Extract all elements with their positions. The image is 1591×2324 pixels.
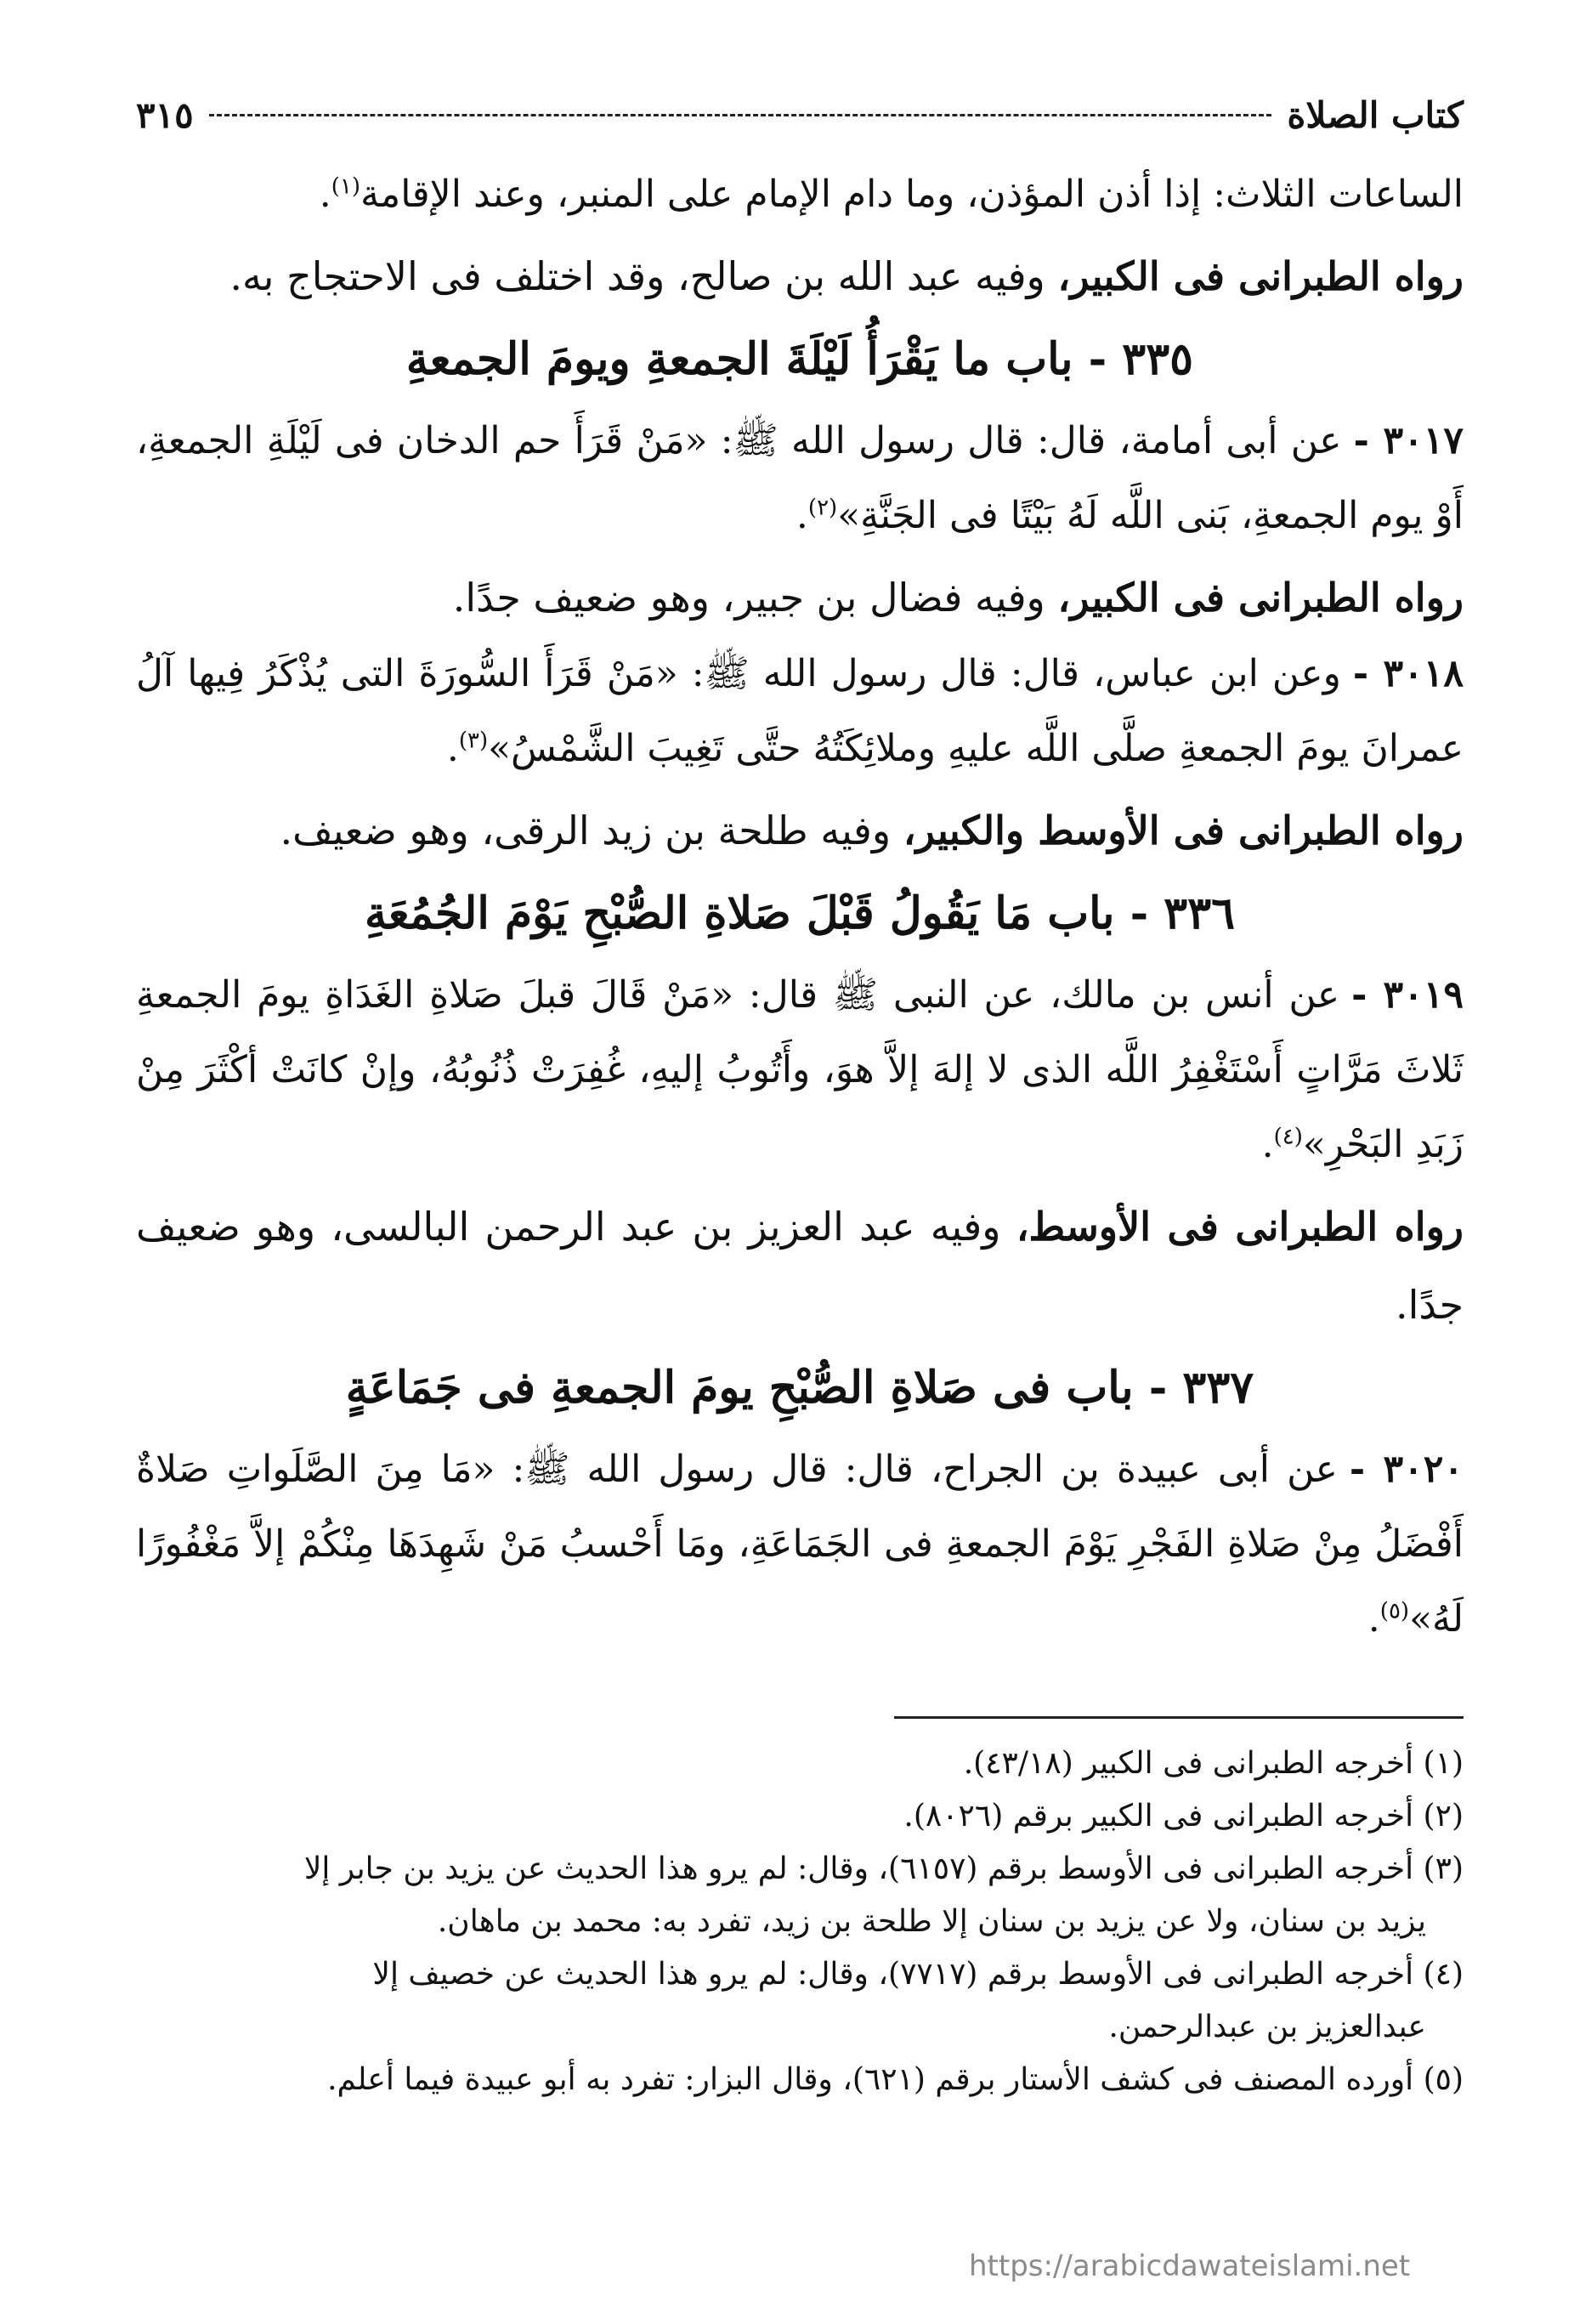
running-header <box>136 89 1464 140</box>
hadith-3019: ٣٠١٩ -عن أنس بن مالك، عن النبى ﷺ قال: «مَنْ قَالَ قبلَ صَلاةِ الغَدَاةِ يومَ الجمعةِ ثَلاثَ مَرَّاتٍ أَسْتَغْفِرُ اللَّه الذى لا إلهَ إلاَّ هوَ، وأَتُوبُ إليهِ، غُفِرَتْ ذُنُوبُهُ، وإنْ كانَتْ أكْثَرَ مِنْ زَبَدِ البَحْرِ»$^{(٤)}$. <box>136 973 1464 1166</box>
hadith-number: ٣٠١٩ - <box>1351 973 1464 1017</box>
chapter-heading-337: ٣٣٧ - باب فى صَلاةِ الصُّبْحِ يومَ الجمعةِ فى جَمَاعَةٍ <box>345 1362 1254 1414</box>
source-note-4: رواه الطبرانى فى الأوسط، وفيه عبد العزيز بن عبد الرحمن البالسى، وهو ضعيف جدًا. <box>136 1204 1464 1328</box>
source-watermark: https://arabicdawateislami.net <box>969 2249 1411 2283</box>
source-note-2: رواه الطبرانى فى الكبير، وفيه فضال بن جبير، وهو ضعيف جدًا. <box>452 575 1464 621</box>
chapter-heading-336: ٣٣٦ - باب مَا يَقُولُ قَبْلَ صَلاةِ الصُّبْحِ يَوْمَ الجُمُعَةِ <box>364 887 1236 939</box>
footnote-3: (٣) أخرجه الطبرانى فى الأوسط برقم (٦١٥٧)، وقال: لم يرو هذا الحديث عن يزيد بن جابر إلا يزيد بن سنان، ولا عن يزيد بن سنان إلا طلحة بن زيد، تفرد به: محمد بن ماهان. <box>303 1851 1464 1939</box>
hadith-number: ٣٠١٧ - <box>1353 419 1464 462</box>
page-number: ٣١٥ <box>136 94 194 136</box>
paragraph-continuation: الساعات الثلاث: إذا أذن المؤذن، وما دام الإمام على المنبر، وعند الإقامة$^{(١)}$. <box>319 173 1464 216</box>
footnote-2: (٢) أخرجه الطبرانى فى الكبير برقم (٨٠٢٦). <box>903 1799 1464 1834</box>
footnote-ref-4: (٤) <box>1273 1124 1303 1150</box>
hadith-number: ٣٠٢٠ - <box>1349 1448 1464 1491</box>
hadith-3020: ٣٠٢٠ -عن أبى عبيدة بن الجراح، قال: قال رسول الله ﷺ: «مَا مِنَ الصَّلَواتِ صَلاةٌ أَفْضَلُ مِنْ صَلاةِ الفَجْرِ يَوْمَ الجمعةِ فى الجَمَاعَةِ، ومَا أَحْسبُ مَنْ شَهِدَهَا مِنْكُمْ إلاَّ مَغْفُورًا لَهُ»$^{(٥)}$. <box>136 1448 1464 1641</box>
footnote-ref-3: (٣) <box>458 728 489 754</box>
footnote-1: (١) أخرجه الطبرانى فى الكبير (٤٣/١٨). <box>963 1746 1464 1781</box>
hadith-number: ٣٠١٨ - <box>1352 652 1464 695</box>
footnotes <box>136 1737 1464 2106</box>
footnote-ref-5: (٥) <box>1379 1598 1410 1624</box>
footnote-5: (٥) أورده المصنف فى كشف الأستار برقم (٦٢١)، وقال البزار: تفرد به أبو عبيدة فيما أعلم. <box>327 2062 1464 2097</box>
source-note-1: رواه الطبرانى فى الكبير، وفيه عبد الله بن صالح، وقد اختلف فى الاحتجاج به. <box>229 253 1464 299</box>
hadith-3017: ٣٠١٧ -عن أبى أمامة، قال: قال رسول الله ﷺ: «مَنْ قَرَأَ حم الدخان فى لَيْلَةِ الجمعةِ، أَوْ يوم الجمعةِ، بَنى اللَّه لَهُ بَيْتًا فى الجَنَّةِ»$^{(٢)}$. <box>136 419 1464 537</box>
footnote-ref-2: (٢) <box>807 495 838 521</box>
book-section-title: كتاب الصلاة <box>1287 94 1464 136</box>
source-note-3: رواه الطبرانى فى الأوسط والكبير، وفيه طلحة بن زيد الرقى، وهو ضعيف. <box>280 808 1464 853</box>
chapter-heading-335: ٣٣٥ - باب ما يَقْرَأُ لَيْلَةَ الجمعةِ ويومَ الجمعةِ <box>405 333 1194 385</box>
footnote-ref-1: (١) <box>331 173 361 200</box>
header-dashed-rule <box>209 114 1272 116</box>
footnote-separator <box>894 1716 1464 1719</box>
footnote-4: (٤) أخرجه الطبرانى فى الأوسط برقم (٧٧١٧)، وقال: لم يرو هذا الحديث عن خصيف إلا عبدالعزيز بن عبدالرحمن. <box>372 1957 1464 2044</box>
hadith-3018: ٣٠١٨ -وعن ابن عباس، قال: قال رسول الله ﷺ: «مَنْ قَرَأَ السُّورَةَ التى يُذْكَرُ فِيها آلُ عمرانَ يومَ الجمعةِ صلَّى اللَّه عليهِ وملائِكَتُهُ حتَّى تَغِيبَ الشَّمْسُ»$^{(٣)}$. <box>136 652 1464 770</box>
